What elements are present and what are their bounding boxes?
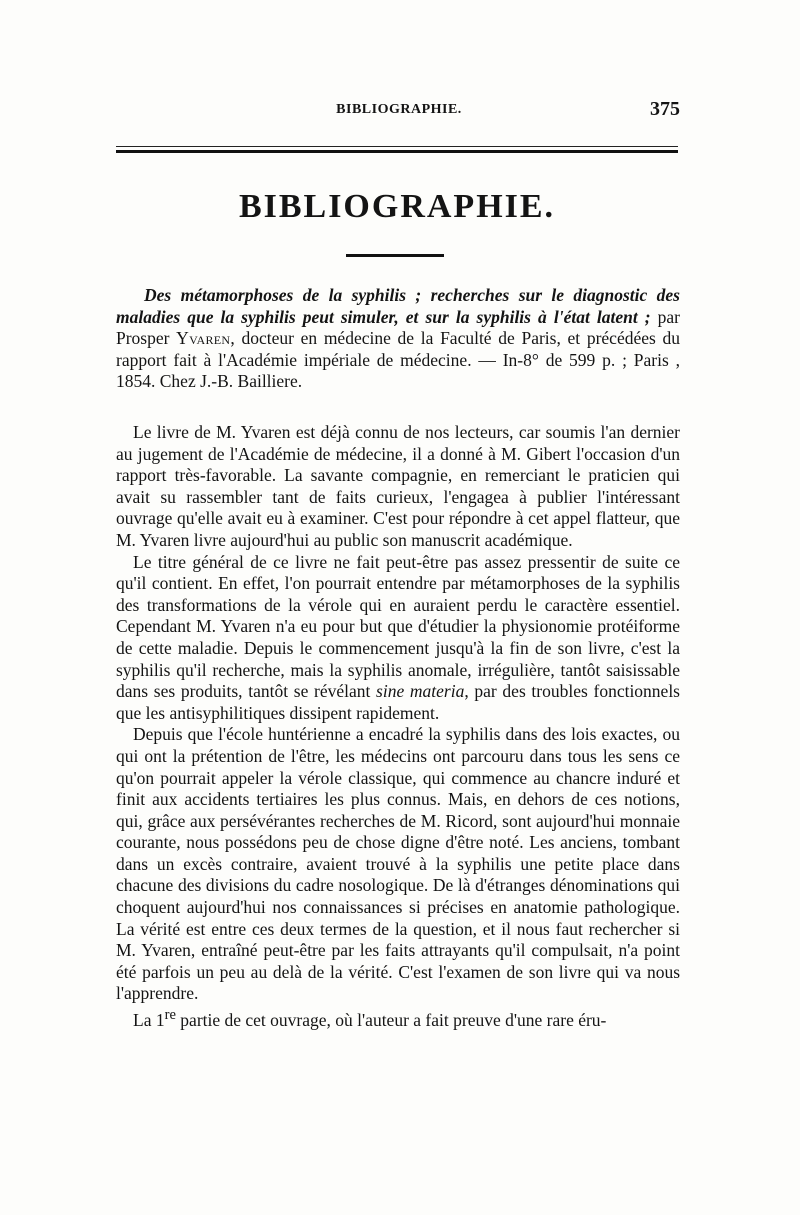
review-body	[116, 422, 680, 1031]
paragraph-4-text-a: La 1	[133, 1009, 165, 1030]
paragraph-4-text-b: partie de cet ouvrage, où l'auteur a fait preuve d'une rare éru-	[175, 1009, 607, 1030]
paragraph-1: Le livre de M. Yvaren est déjà connu de nos lecteurs, car soumis l'an dernier au jugement de l'Académie de médecine, il a donné à M. Gibert l'occasion d'un rapport très-favorable. La savante compagnie, en remerciant le praticien qui avait su rassembler tant de faits curieux, l'engagea à publier l'intéressant ouvrage qu'elle avait eu à examiner. C'est pour répondre à cet appel flatteur, que M. Yvaren livre aujourd'hui au public son manuscrit académique.	[116, 422, 680, 550]
header-rule-thick	[116, 150, 678, 153]
bibliographic-entry	[116, 285, 680, 393]
paragraph-4-superscript: re	[164, 1007, 176, 1024]
paragraph-2-text-a: Le titre général de ce livre ne fait peut-être pas assez pressentir de suite ce qu'il contient. En effet, l'on pourrait entendre par métamorphoses de la syphilis des transformations de la vérole qui en auraient perdu le caractère essentiel. Cependant M. Yvaren n'a eu pour but que d'étudier la physionomie protéiforme de cette maladie. Depuis le commencement jusqu'à la fin de son livre, c'est la syphilis qu'il recherche, mais la syphilis anomale, irrégulière, tantôt saisissable dans ses produits, tantôt se révélant	[116, 551, 680, 702]
running-head	[118, 98, 680, 124]
entry-details: , docteur en médecine de la Faculté de Paris, et précédées du rapport fait à l'Académie impériale de médecine. — In-8° de 599 p. ; Paris , 1854. Chez J.-B. Bailliere.	[116, 328, 681, 392]
running-title: BIBLIOGRAPHIE.	[336, 102, 462, 117]
section-title: BIBLIOGRAPHIE.	[238, 188, 556, 225]
entry-by: par Prosper	[116, 306, 680, 349]
page-number: 375	[650, 98, 680, 120]
paragraph-2	[116, 552, 680, 725]
entry-title: Des métamorphoses de la syphilis ; recherches sur le diagnostic des maladies que la syphilis peut simuler, et sur la syphilis à l'état latent ;	[116, 285, 680, 327]
header-rule-thin	[116, 146, 678, 147]
paragraph-2-italic: sine materia	[376, 681, 465, 702]
title-dash-divider	[346, 254, 444, 257]
entry-block	[116, 285, 680, 393]
paragraph-2-text-b: , par des troubles fonctionnels que les antisyphilitiques dissipent rapidement.	[116, 681, 680, 723]
paragraph-4	[116, 1005, 680, 1031]
entry-author: Yvaren	[176, 328, 231, 349]
paragraph-3: Depuis que l'école huntérienne a encadré la syphilis dans des lois exactes, ou qui ont la prétention de l'être, les médecins ont parcouru dans tous les sens ce qu'on pourrait appeler la vérole classique, qui commence au chancre induré et finit aux accidents tertiaires les plus connus. Mais, en dehors de ces notions, qui, grâce aux persévérantes recherches de M. Ricord, sont aujourd'hui monnaie courante, nous possédons peu de chose digne d'être noté. Les anciens, tombant dans un excès contraire, avaient trouvé à la syphilis une petite place dans chacune des divisions du cadre nosologique. De là d'étranges dénominations qui choquent aujourd'hui nos connaissances si précises en anatomie pathologique. La vérité est entre ces deux termes de la question, et il nous faut rechercher si M. Yvaren, entraîné peut-être par les faits attrayants qu'il compulsait, n'a point été parfois un peu au delà de la vérité. C'est l'examen de son livre qui va nous l'apprendre.	[116, 724, 680, 1004]
